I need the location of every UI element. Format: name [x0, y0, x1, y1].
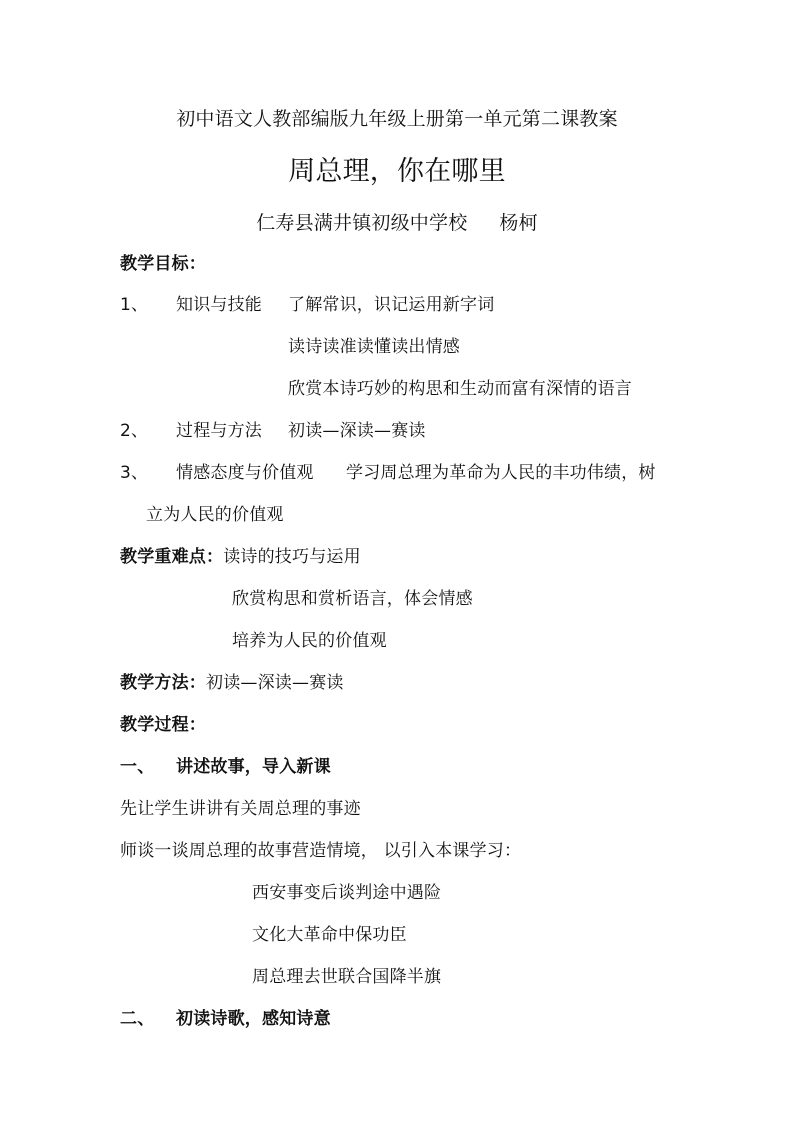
key-point-item: 培养为人民的价值观 [232, 631, 387, 651]
objective-number: 3、 [120, 463, 149, 483]
objective-number: 2、 [120, 421, 149, 441]
section-number: 二、 [120, 1009, 155, 1029]
lesson-title: 周总理，你在哪里 [288, 156, 506, 187]
objective-line: 了解常识，识记运用新字词 [288, 295, 495, 315]
section-title: 讲述故事，导入新课 [176, 757, 331, 777]
key-points-line [120, 545, 361, 569]
key-point-item: 欣赏构思和赏析语言，体会情感 [232, 589, 473, 609]
objective-line: 初读—深读—赛读 [288, 421, 426, 441]
objectives-heading: 教学目标： [120, 254, 206, 274]
objective-label: 知识与技能 [176, 295, 262, 315]
story-item: 周总理去世联合国降半旗 [252, 967, 442, 987]
process-paragraph: 师谈一谈周总理的故事营造情境， 以引入本课学习： [120, 841, 522, 861]
author-line [0, 211, 794, 235]
story-item: 西安事变后谈判途中遇险 [252, 883, 442, 903]
section-number: 一、 [120, 757, 155, 777]
process-heading: 教学过程： [120, 715, 206, 735]
school-name: 仁寿县满井镇初级中学校 [256, 212, 468, 234]
key-point-item: 读诗的技巧与运用 [223, 547, 361, 567]
author-name: 杨柯 [499, 212, 538, 234]
objective-number: 1、 [120, 295, 149, 315]
methods-text: 初读—深读—赛读 [206, 673, 344, 693]
objective-line: 欣赏本诗巧妙的构思和生动而富有深情的语言 [288, 379, 632, 399]
objective-line: 立为人民的价值观 [146, 505, 284, 525]
methods-label: 教学方法： [120, 673, 206, 693]
key-points-label: 教学重难点： [120, 547, 224, 567]
section-title: 初读诗歌，感知诗意 [176, 1009, 331, 1029]
document-header-title: 初中语文人教部编版九年级上册第一单元第二课教案 [176, 108, 618, 130]
objective-line: 学习周总理为革命为人民的丰功伟绩，树 [346, 463, 656, 483]
objective-label: 过程与方法 [176, 421, 262, 441]
objective-line: 读诗读准读懂读出情感 [288, 337, 460, 357]
story-item: 文化大革命中保功臣 [252, 925, 407, 945]
process-paragraph: 先让学生讲讲有关周总理的事迹 [120, 799, 361, 819]
objective-label: 情感态度与价值观 [176, 463, 314, 483]
methods-line [120, 671, 344, 695]
